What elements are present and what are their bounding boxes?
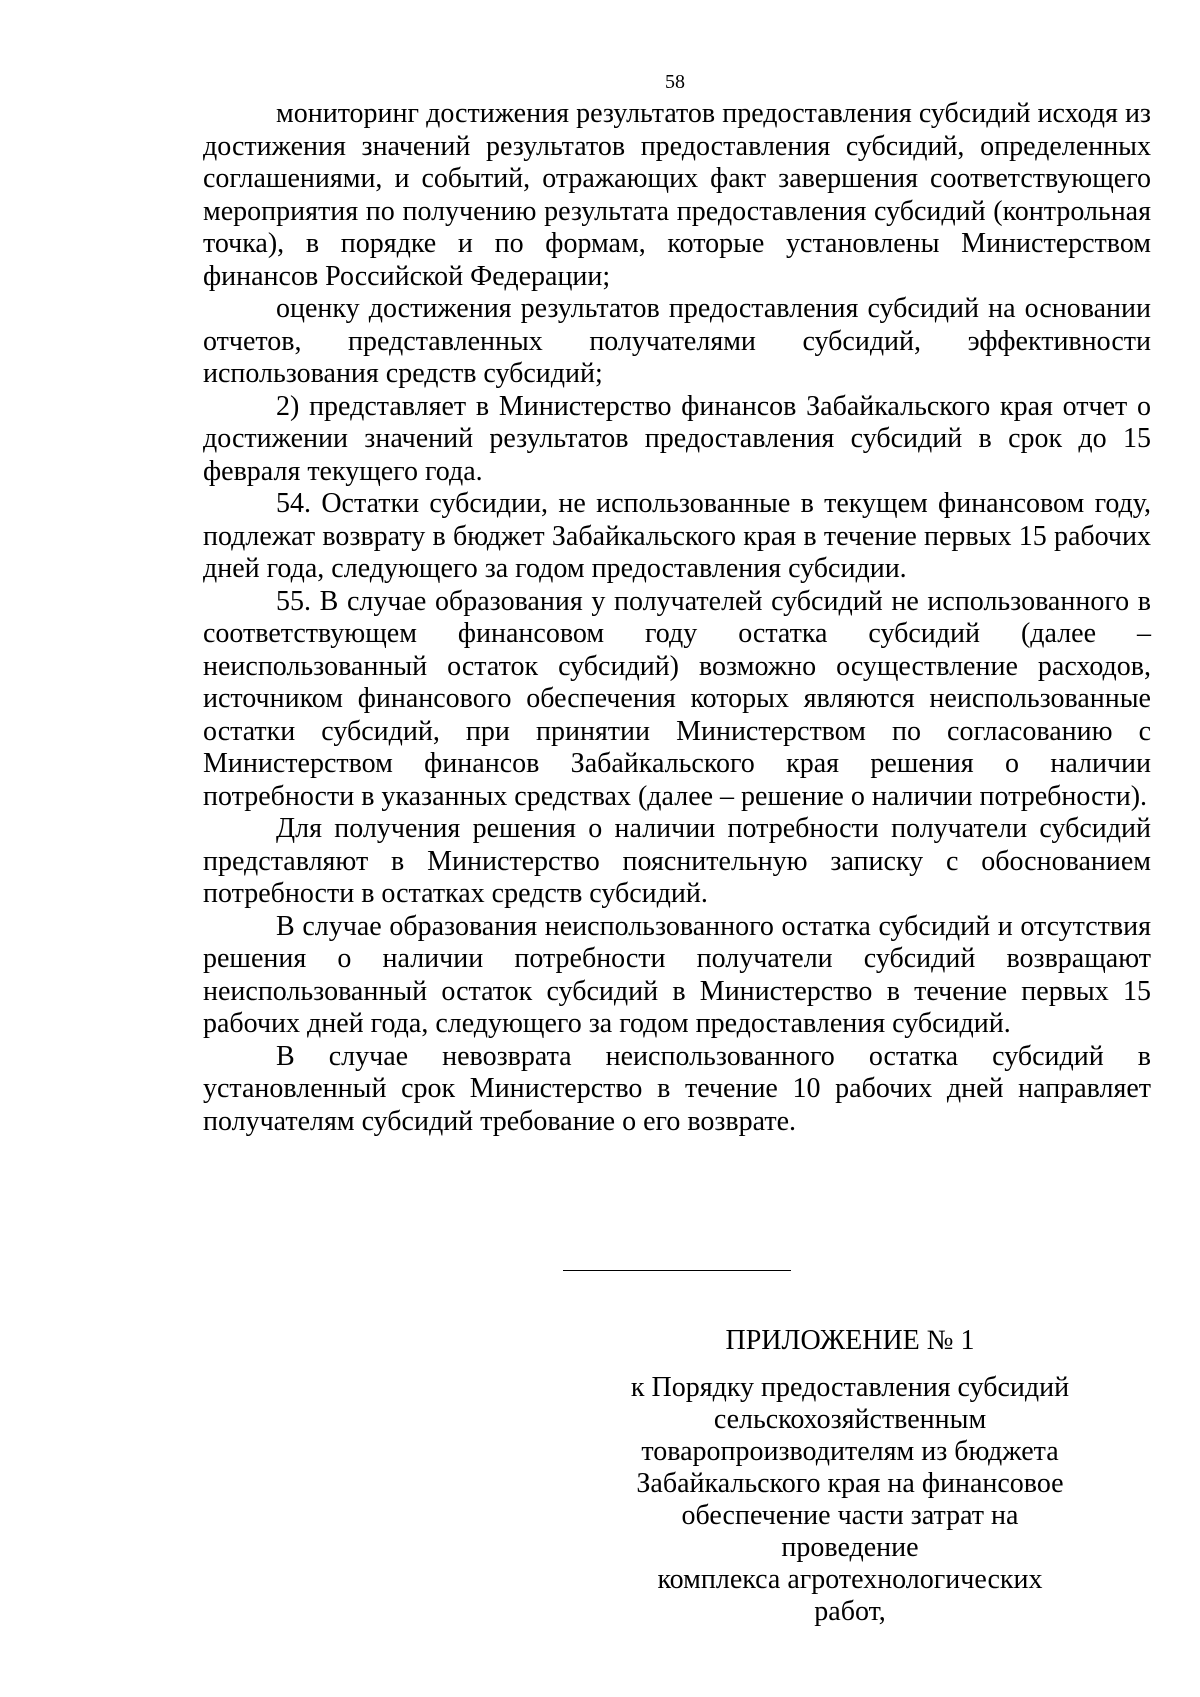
paragraph: 55. В случае образования у получателей субсидий не использованного в соответствующем финансовом году остатка субсидий (далее – неиспользованный остаток субсидий) возможно осуществление расходов, источником финансового обеспечения которых являются неиспользованные остатки субсидий, при принятии Министерством по согласованию с Министерством финансов Забайкальского края решения о наличии потребности в указанных средствах (далее – решение о наличии потребности). [203,585,1151,812]
paragraph: В случае образования неиспользованного остатка субсидий и отсутствия решения о наличии потребности получатели субсидий возвращают неиспользованный остаток субсидий в Министерство в течение первых 15 рабочих дней года, следующего за годом предоставления субсидий. [203,910,1151,1039]
appendix-line: сельскохозяйственным [713,1404,987,1435]
paragraph: мониторинг достижения результатов предоставления субсидий исходя из достижения значений результатов предоставления субсидий, определенных соглашениями, и событий, отражающих факт завершения соответствующего мероприятия по получению результата предоставления субсидий (контрольная точка), в порядке и по формам, которые установлены Министерством финансов Российской Федерации; [203,98,1151,292]
paragraph: 2) представляет в Министерство финансов Забайкальского края отчет о достижении значений результатов предоставления субсидий в срок до 15 февраля текущего года. [203,390,1151,487]
appendix-line: Забайкальского края на финансовое [636,1468,1064,1499]
appendix-title: ПРИЛОЖЕНИЕ № 1 [725,1325,975,1356]
paragraph: В случае невозврата неиспользованного остатка субсидий в установленный срок Министерство в течение 10 рабочих дней направляет получателям субсидий требование о его возврате. [203,1040,1151,1137]
appendix-line: к Порядку предоставления субсидий [630,1372,1070,1403]
appendix-reference [620,1372,1080,1628]
page-number: 58 [665,71,685,93]
paragraph: оценку достижения результатов предоставления субсидий на основании отчетов, представленных получателями субсидий, эффективности использования средств субсидий; [203,293,1151,389]
appendix-line: комплекса агротехнологических работ, [657,1564,1043,1627]
appendix-line: обеспечение части затрат на проведение [681,1500,1019,1563]
document-body [203,98,1151,1138]
section-divider [563,1270,791,1271]
appendix-line: товаропроизводителям из бюджета [641,1436,1059,1467]
paragraph: Для получения решения о наличии потребности получатели субсидий представляют в Министерство пояснительную записку с обоснованием потребности в остатках средств субсидий. [203,813,1151,909]
paragraph: 54. Остатки субсидии, не использованные в текущем финансовом году, подлежат возврату в бюджет Забайкальского края в течение первых 15 рабочих дней года, следующего за годом предоставления субсидии. [203,488,1151,584]
